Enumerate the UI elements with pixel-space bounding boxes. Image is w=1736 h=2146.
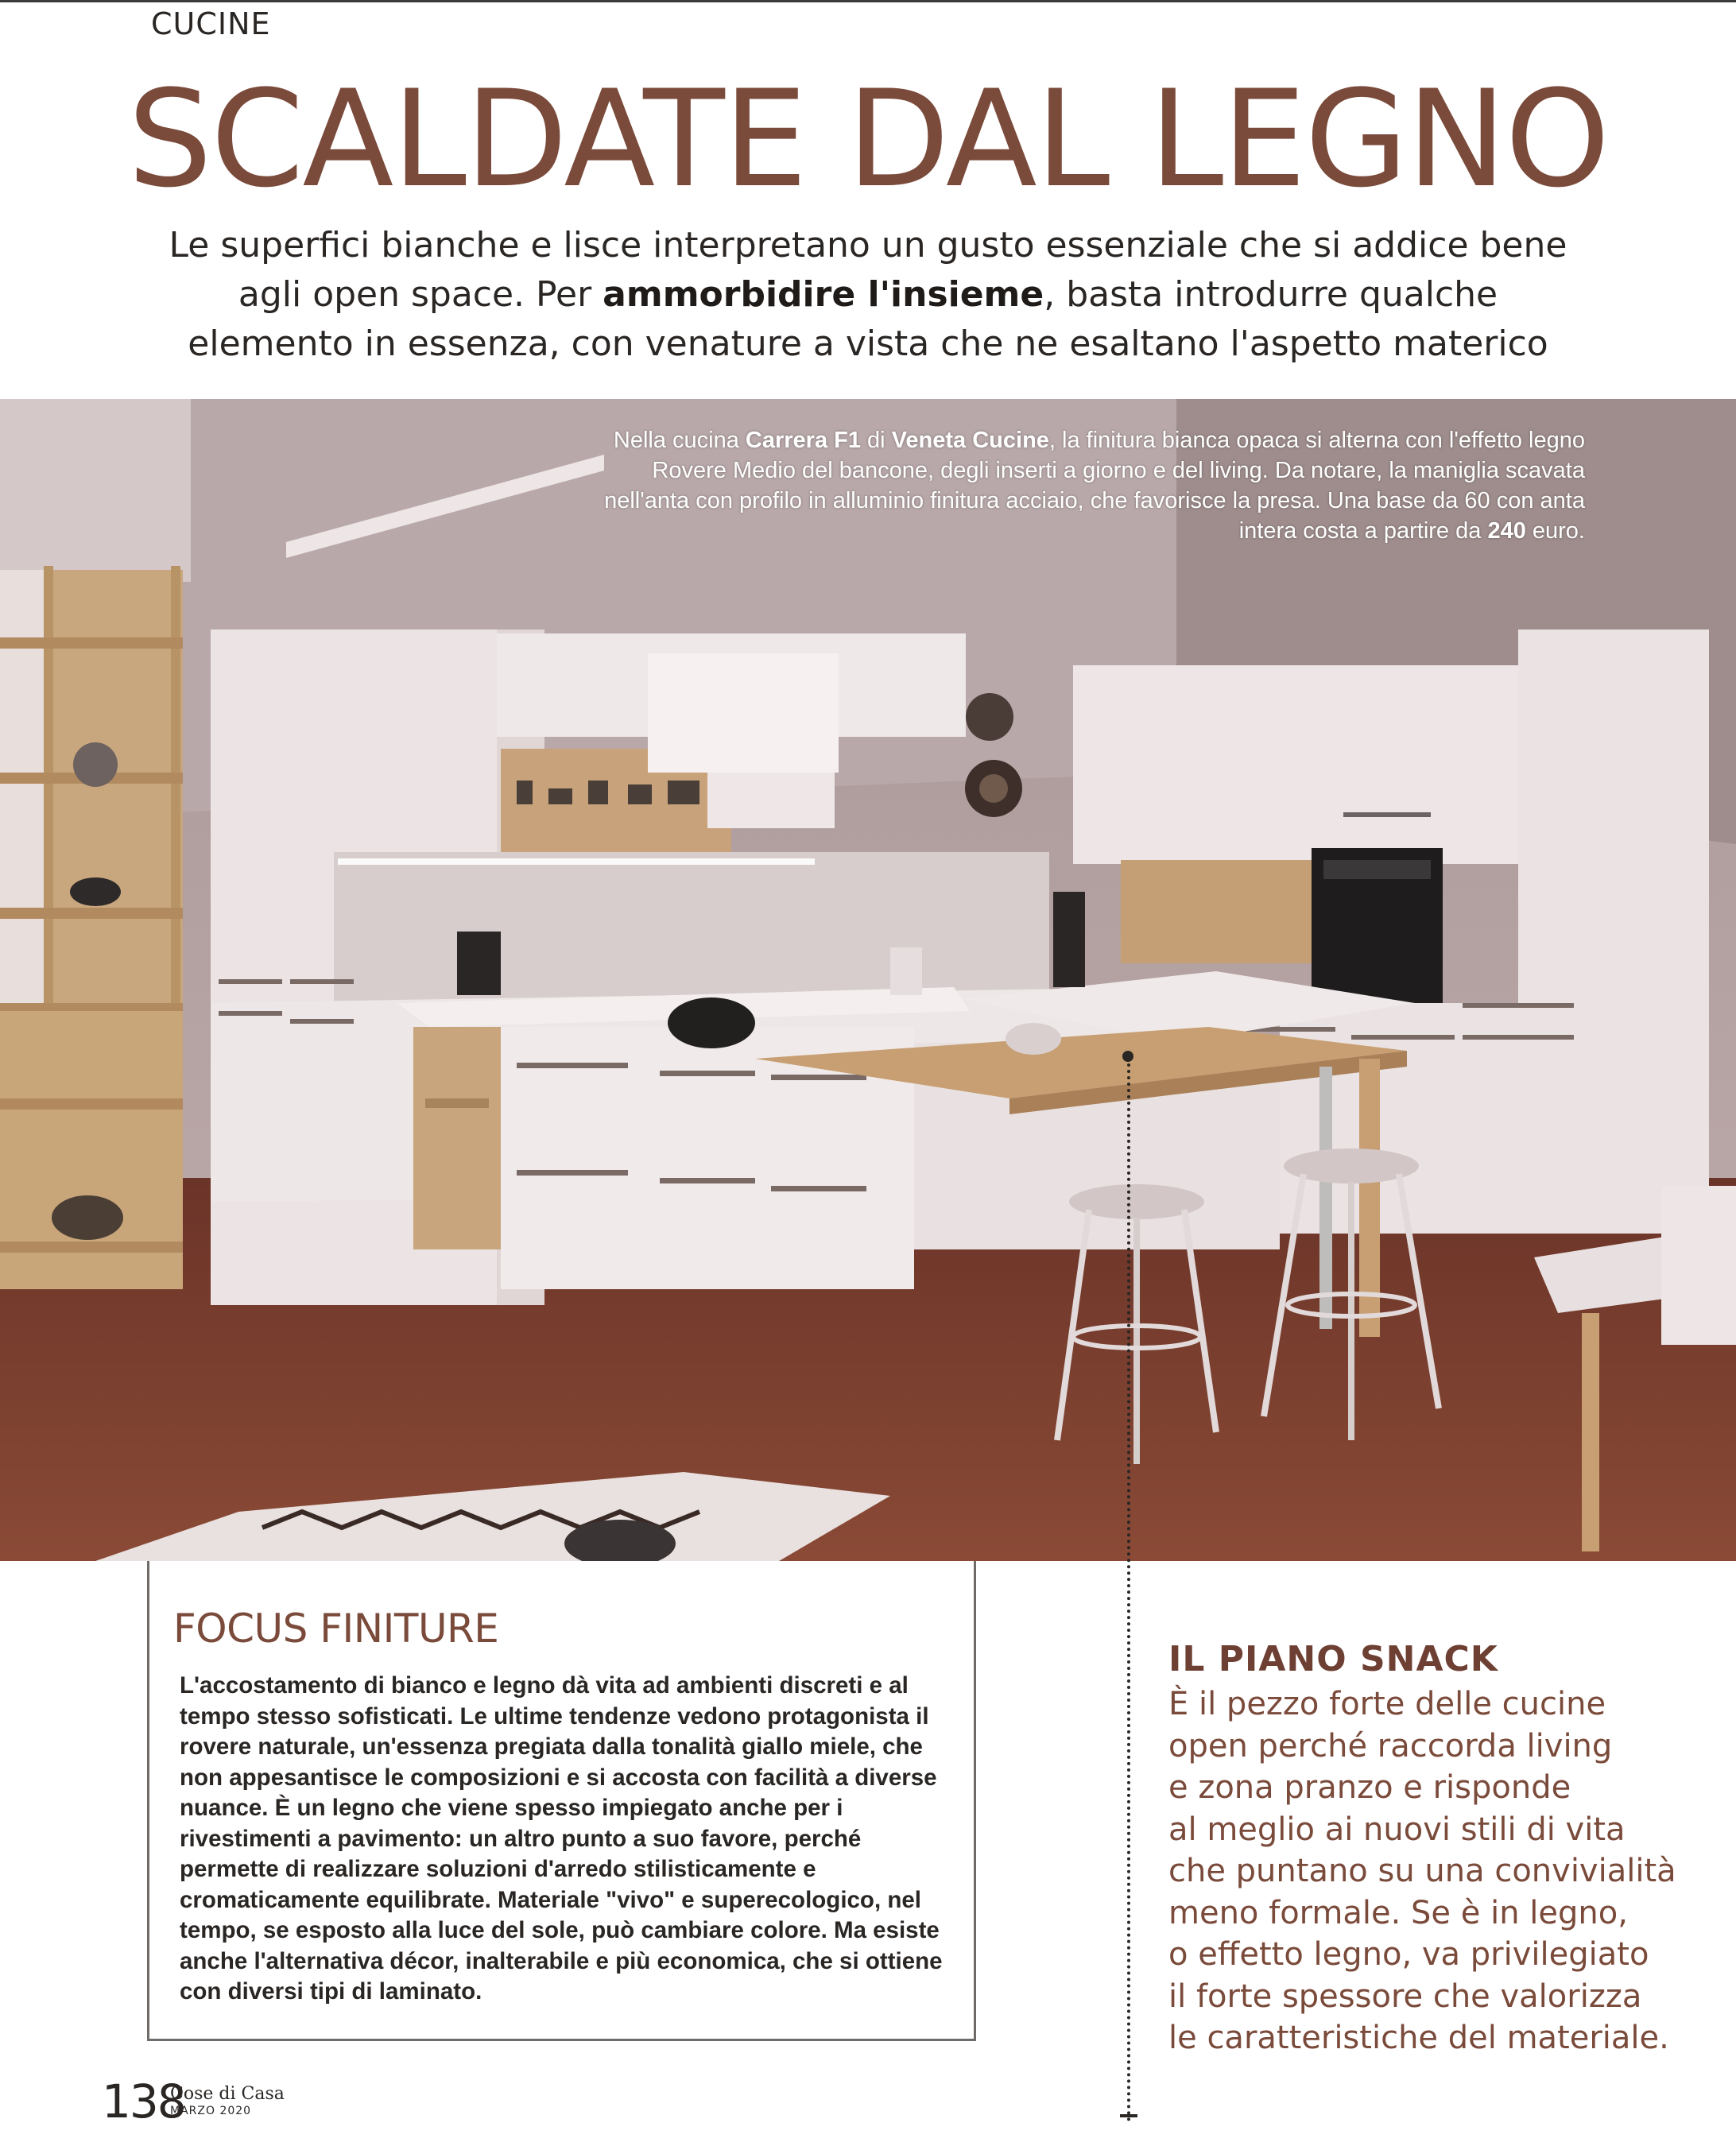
photo-caption <box>583 425 1585 546</box>
page-number: 138 <box>102 2074 185 2129</box>
caption-model: Carrera F1 <box>745 428 861 453</box>
callout-line-end <box>1120 2114 1137 2117</box>
standfirst-text-end: , basta introdurre qualche elemento in essenza, con venature a vista che ne esaltano l'aspetto materico <box>188 274 1548 364</box>
caption-text-3: , la finitura bianca opaca si alterna con l'effetto legno Rovere Medio del bancone, degli inserti a giorno e del living. Da notare, la maniglia scavata nell'anta con profilo in alluminio finitura acciaio, che favorisce la presa. Una base da 60 con anta intera costa a partire da <box>604 428 1585 544</box>
snack-line: e zona pranzo e risponde <box>1168 1769 1571 1806</box>
snack-body <box>1168 1683 1709 2059</box>
focus-body <box>180 1671 943 2008</box>
section-label: CUCINE <box>151 6 271 41</box>
standfirst-highlight: ammorbidire l'insieme <box>603 274 1044 315</box>
snack-title: IL PIANO SNACK <box>1168 1639 1498 1679</box>
snack-line: open perché raccorda living <box>1168 1727 1613 1764</box>
top-rule <box>0 0 1736 2</box>
caption-brand: Veneta Cucine <box>891 428 1049 453</box>
standfirst-text: Le superfici bianche e lisce interpretano un gusto essenziale che si addice bene agli open space. Per <box>169 225 1567 315</box>
caption-text-4: euro. <box>1525 518 1585 544</box>
snack-line: o effetto legno, va privilegiato <box>1168 1936 1649 1973</box>
snack-line: meno formale. Se è in legno, <box>1168 1894 1628 1931</box>
magazine-name: Cose di Casa <box>170 2084 285 2104</box>
snack-line: che puntano su una convivialità <box>1168 1853 1676 1889</box>
snack-line: al meglio ai nuovi stili di vita <box>1168 1811 1626 1848</box>
page-title: SCALDATE DAL LEGNO <box>127 61 1609 217</box>
magazine-issue: MARZO 2020 <box>170 2105 252 2117</box>
callout-dotted-line <box>1127 1057 1130 2122</box>
kitchen-illustration <box>0 399 1736 1561</box>
standfirst <box>159 221 1577 369</box>
snack-line: le caratteristiche del materiale. <box>1168 2020 1669 2056</box>
caption-text-1: Nella cucina <box>613 428 746 453</box>
caption-text-2: di <box>861 428 892 453</box>
caption-price: 240 <box>1487 518 1526 544</box>
snack-line: il forte spessore che valorizza <box>1168 1977 1642 2015</box>
focus-title: FOCUS FINITURE <box>173 1606 499 1652</box>
focus-paragraph: L'accostamento di bianco e legno dà vita ad ambienti discreti e al tempo stesso sofisticati. Le ultime tendenze vedono protagonista il rovere naturale, un'essenza pregiata dalla tonalità giallo miele, che non appesantisce le composizioni e si accosta con facilità a diverse nuance. È un legno che viene spesso impiegato anche per i rivestimenti a pavimento: un altro punto a suo favore, perché permette di realizzare soluzioni d'arredo stilisticamente e cromaticamente equilibrate. Materiale "vivo" e superecologico, nel tempo, se esposto alla luce del sole, può cambiare colore. Ma esiste anche l'alternativa décor, inalterabile e più economica, che si ottiene con diversi tipi di laminato. <box>180 1672 943 2005</box>
snack-line: È il pezzo forte delle cucine <box>1168 1686 1606 1722</box>
kitchen-photo <box>0 399 1736 1561</box>
